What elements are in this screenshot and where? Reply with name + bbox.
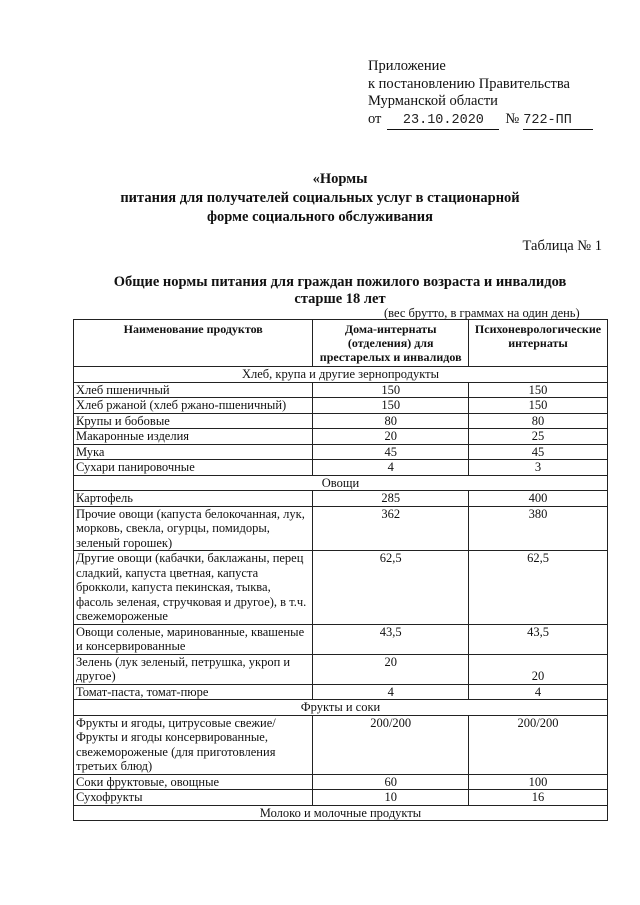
care-homes-value: 60 <box>313 774 469 790</box>
table-row <box>74 684 608 700</box>
table-row <box>74 382 608 398</box>
appendix-title: Приложение <box>368 58 446 74</box>
table-row <box>74 491 608 507</box>
table-row <box>74 506 608 551</box>
product-name: Картофель <box>74 491 313 507</box>
from-label: от <box>368 110 382 127</box>
section-title: Хлеб, крупа и другие зернопродукты <box>74 367 608 383</box>
table-header-row <box>74 320 608 367</box>
psycho-homes-value: 45 <box>469 444 608 460</box>
product-name: Прочие овощи (капуста белокочанная, лук, морковь, свекла, огурцы, помидоры, зеленый горошек) <box>74 506 313 551</box>
product-name: Хлеб ржаной (хлеб ржано-пшеничный) <box>74 398 313 414</box>
header-care-homes: Дома-интернаты (отделения) для престарелых и инвалидов <box>313 320 469 367</box>
psycho-homes-value: 4 <box>469 684 608 700</box>
product-name: Зелень (лук зеленый, петрушка, укроп и другое) <box>74 654 313 684</box>
number-label: № <box>505 110 520 127</box>
care-homes-value: 285 <box>313 491 469 507</box>
section-title: Молоко и молочные продукты <box>74 805 608 821</box>
appendix-block <box>368 58 593 130</box>
product-name: Сухари панировочные <box>74 460 313 476</box>
product-name: Сухофрукты <box>74 790 313 806</box>
product-name: Фрукты и ягоды, цитрусовые свежие/Фрукты и ягоды консервированные, свежемороженые (для приготовления третьих блюд) <box>74 715 313 774</box>
psycho-homes-value: 150 <box>469 382 608 398</box>
psycho-homes-value: 62,5 <box>469 551 608 625</box>
table-title-line2: старше 18 лет <box>294 291 386 307</box>
section-row <box>74 475 608 491</box>
psycho-homes-value: 100 <box>469 774 608 790</box>
psycho-homes-value: 20 <box>469 654 608 684</box>
care-homes-value: 4 <box>313 460 469 476</box>
table-title-line1: Общие нормы питания для граждан пожилого возраста и инвалидов <box>113 274 567 290</box>
table-label: Таблица № 1 <box>522 238 602 254</box>
product-name: Другие овощи (кабачки, баклажаны, перец сладкий, капуста цветная, капуста брокколи, капуста пекинская, тыква, фасоль зеленая, стручковая и другое), в т.ч. свежемороженые <box>74 551 313 625</box>
care-homes-value: 43,5 <box>313 624 469 654</box>
care-homes-value: 362 <box>313 506 469 551</box>
section-row <box>74 805 608 821</box>
document-title <box>0 170 640 227</box>
care-homes-value: 4 <box>313 684 469 700</box>
table-row <box>74 624 608 654</box>
resolution-number: 722-ПП <box>523 112 593 131</box>
document-title-line3: форме социального обслуживания <box>207 209 433 225</box>
units-note: (вес брутто, в граммах на один день) <box>384 306 580 320</box>
appendix-region: Мурманской области <box>368 93 498 109</box>
table-row <box>74 654 608 684</box>
header-psycho-homes: Психоневрологические интернаты <box>469 320 608 367</box>
table-row <box>74 551 608 625</box>
table-row <box>74 444 608 460</box>
psycho-homes-value: 16 <box>469 790 608 806</box>
norms-table <box>73 319 608 821</box>
care-homes-value: 20 <box>313 654 469 684</box>
table-row <box>74 715 608 774</box>
care-homes-value: 200/200 <box>313 715 469 774</box>
care-homes-value: 150 <box>313 382 469 398</box>
care-homes-value: 10 <box>313 790 469 806</box>
table-body <box>74 367 608 821</box>
psycho-homes-value: 80 <box>469 413 608 429</box>
appendix-date-line <box>368 111 593 131</box>
appendix-resolution: к постановлению Правительства <box>368 75 570 92</box>
product-name: Макаронные изделия <box>74 429 313 445</box>
table-row <box>74 774 608 790</box>
document-title-line1: «Нормы <box>312 171 368 187</box>
psycho-homes-value: 150 <box>469 398 608 414</box>
psycho-homes-value: 3 <box>469 460 608 476</box>
product-name: Томат-паста, томат-пюре <box>74 684 313 700</box>
care-homes-value: 80 <box>313 413 469 429</box>
table-row <box>74 790 608 806</box>
product-name: Соки фруктовые, овощные <box>74 774 313 790</box>
section-title: Фрукты и соки <box>74 700 608 716</box>
table-row <box>74 398 608 414</box>
table-row <box>74 429 608 445</box>
product-name: Овощи соленые, маринованные, квашеные и консервированные <box>74 624 313 654</box>
document-title-line2: питания для получателей социальных услуг в стационарной <box>120 190 520 206</box>
table-title <box>0 274 640 308</box>
table-row <box>74 460 608 476</box>
care-homes-value: 45 <box>313 444 469 460</box>
table-row <box>74 413 608 429</box>
psycho-homes-value: 200/200 <box>469 715 608 774</box>
psycho-homes-value: 43,5 <box>469 624 608 654</box>
product-name: Крупы и бобовые <box>74 413 313 429</box>
section-row <box>74 700 608 716</box>
resolution-date: 23.10.2020 <box>387 112 499 131</box>
care-homes-value: 150 <box>313 398 469 414</box>
header-product-name: Наименование продуктов <box>74 320 313 367</box>
care-homes-value: 62,5 <box>313 551 469 625</box>
psycho-homes-value: 25 <box>469 429 608 445</box>
product-name: Хлеб пшеничный <box>74 382 313 398</box>
section-title: Овощи <box>74 475 608 491</box>
care-homes-value: 20 <box>313 429 469 445</box>
section-row <box>74 367 608 383</box>
product-name: Мука <box>74 444 313 460</box>
psycho-homes-value: 380 <box>469 506 608 551</box>
psycho-homes-value: 400 <box>469 491 608 507</box>
